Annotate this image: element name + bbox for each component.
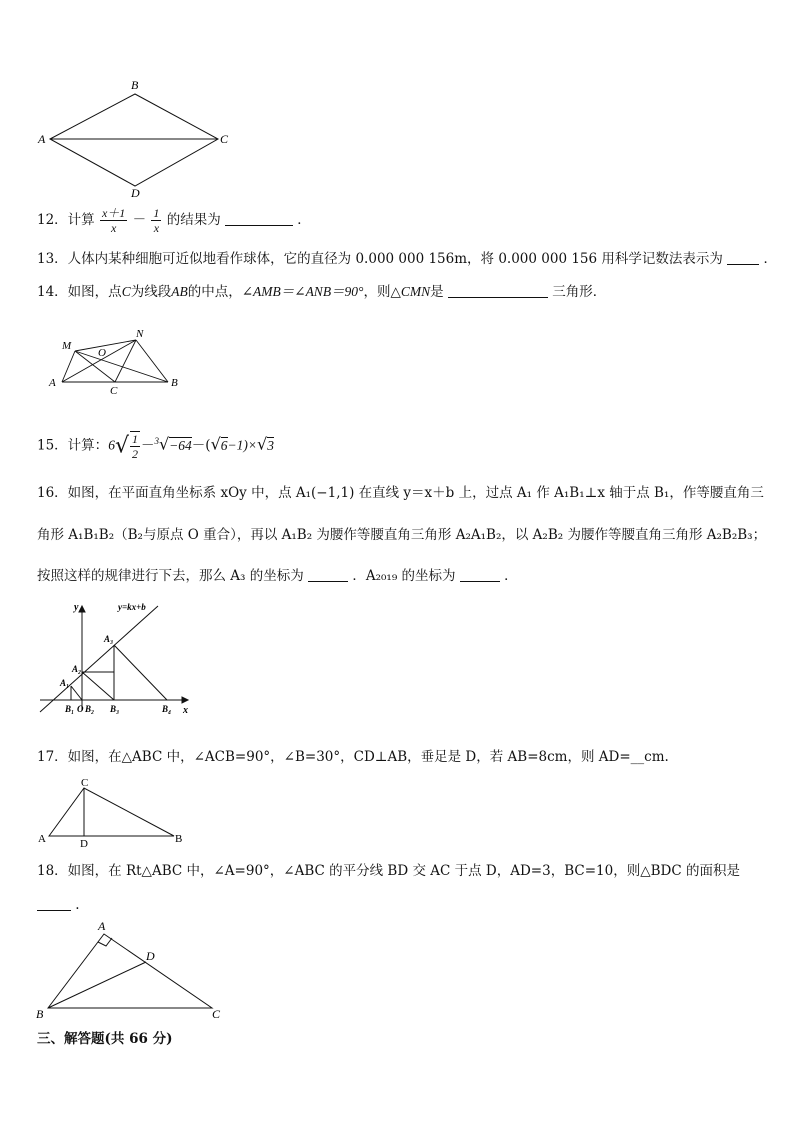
question-18-line-1: 18．如图，在 Rt△ABC 中，∠A=90°，∠ABC 的平分线 BD 交 AC 于点 D，AD=3，BC=10，则△BDC 的面积是 [37,863,740,879]
label-B: B [175,833,183,845]
q16-answer-blank-1[interactable] [308,567,348,582]
label-y-axis: y [74,602,79,613]
label-A1: A₁ [60,678,70,688]
question-18-line-2: . [37,896,80,914]
label-B1: B₁ [65,704,75,714]
question-16-line-2: 角形 A₁B₁B₂（B₂与原点 O 重合），再以 A₁B₂ 为腰作等腰直角三角形 A₂A₁B₂，以 A₂B₂ 为腰作等腰直角三角形 A₂B₂B₃； [37,527,767,543]
q13-answer-blank[interactable] [727,250,759,265]
q12-fraction-2: $\frac{1}{x}$ [153,206,160,235]
question-13: 13．人体内某种细胞可近似地看作球体，它的直径为 0.000 000 156m，将 0.000 000 156 用科学记数法表示为 ． [37,251,777,267]
question-17: 17．如图，在△ABC 中，∠ACB=90°，∠B=30°，CD⊥AB，垂足是 D，若 AB=8cm，则 AD=__cm. [37,749,669,765]
q12-lead: 12．计算 [37,212,95,228]
q12-fraction-1: $\frac{x+1}{x}$ [101,206,126,235]
label-D: D [80,838,88,848]
rhombus-figure [30,72,240,200]
label-C: C [110,385,118,396]
q12-answer-blank[interactable] [225,211,293,226]
q12-tail: 的结果为 [166,212,221,228]
label-B: B [36,1007,44,1021]
label-M: M [62,340,72,352]
label-D: D [146,949,155,963]
label-A3: A₃ [104,634,114,644]
label-D: D [131,186,140,200]
sqrt-symbol: √ [114,433,129,459]
label-O: O [77,704,84,714]
label-B2: B₂ [85,704,95,714]
label-B: B [171,377,178,389]
label-A: A [38,132,46,146]
label-B3: B₃ [110,704,120,714]
figure-18 [34,918,230,1024]
question-12: 12．计算 $\frac{x+1}{x}$ － $\frac{1}{x}$ 的结果为 ． [37,206,311,235]
label-O: O [98,347,106,359]
question-16-line-1: 16．如图，在平面直角坐标系 xOy 中，点 A₁(−1,1) 在直线 y＝x＋b 上，过点 A₁ 作 A₁B₁⊥x 轴于点 B₁，作等腰直角三 [37,485,764,501]
label-A: A [98,919,106,933]
q13-text: 13．人体内某种细胞可近似地看作球体，它的直径为 0.000 000 156m，将 0.000 000 156 用科学记数法表示为 [37,251,723,267]
figure-17 [36,776,186,848]
figure-14 [44,326,194,396]
label-A2: A₂ [72,664,82,674]
label-A: A [49,377,56,389]
q15-fraction: $\frac{1}{2}$ [131,432,138,461]
label-x-axis: x [183,705,188,716]
q14-answer-blank[interactable] [448,283,548,298]
question-15: 15．计算：6√ $\frac{1}{2}$ －$^3$√−64－(√6−1)×√3 [37,432,274,461]
label-C: C [81,777,89,789]
label-C: C [212,1007,221,1021]
label-N: N [136,328,144,340]
q18-answer-blank[interactable] [37,896,71,911]
figure-16-coordinate-plane [38,600,198,716]
section-heading-solutions: 三、解答题(共 66 分) [37,1031,173,1047]
label-line-equation: y=kx+b [118,602,146,612]
label-C: C [220,132,229,146]
label-B: B [131,78,139,92]
q16-answer-blank-2[interactable] [460,567,500,582]
label-B4: B₄ [162,704,172,714]
question-16-line-3: 按照这样的规律进行下去，那么 A₃ 的坐标为 ．A₂₀₁₉ 的坐标为 ． [37,568,518,584]
question-14: 14．如图，点C为线段AB的中点，∠AMB＝∠ANB＝90°，则△CMN是 三角形． [37,284,607,300]
label-A: A [38,833,46,845]
q12-minus: － [132,212,147,228]
